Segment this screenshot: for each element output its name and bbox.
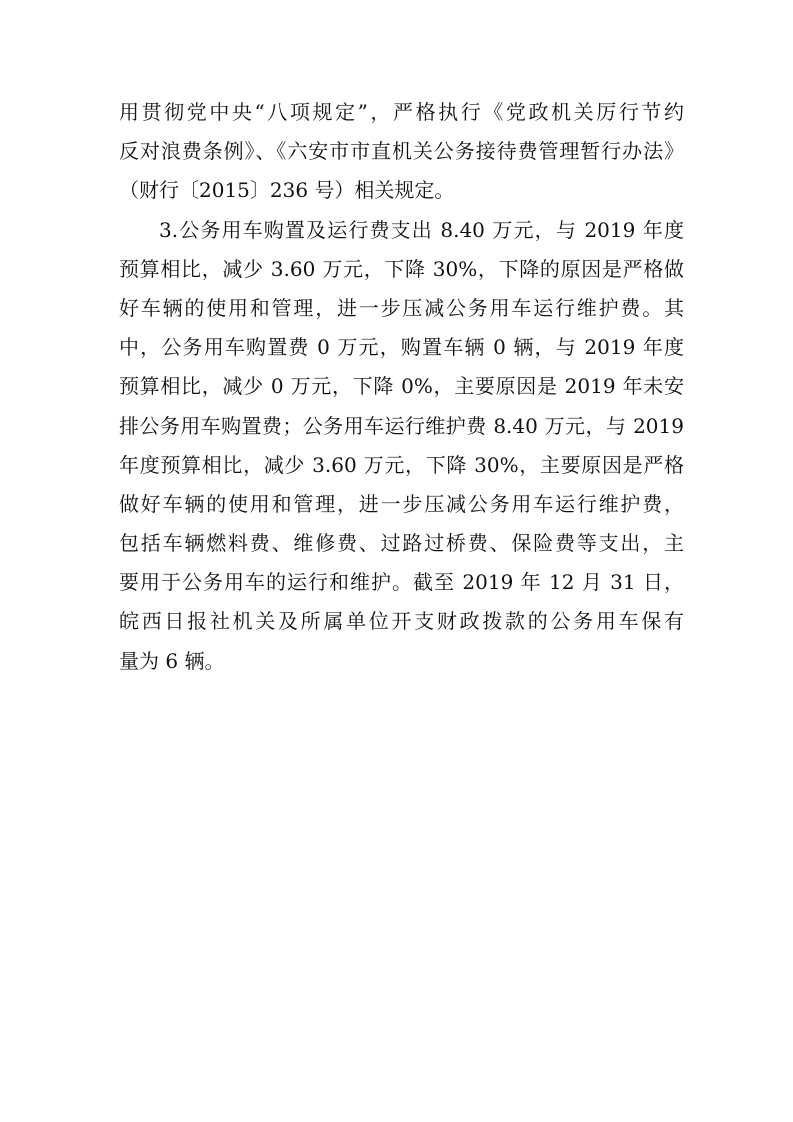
text-line: （财行〔2015〕236 号）相关规定。	[119, 178, 455, 203]
text-line: 用贯彻党中央“八项规定”，严格执行《党政机关厉行节约	[119, 100, 684, 124]
text-line: 中，公务用车购置费 0 万元，购置车辆 0 辆，与 2019 年度	[119, 335, 684, 360]
text-line: 做好车辆的使用和管理，进一步压减公务用车运行维护费，	[119, 491, 684, 516]
text-line: 反对浪费条例》、《六安市市直机关公务接待费管理暂行办法》	[119, 139, 684, 164]
body-text	[119, 93, 684, 681]
text-line: 排公务用车购置费；公务用车运行维护费 8.40 万元，与 2019	[119, 413, 684, 438]
text-line: 量为 6 辆。	[119, 648, 225, 673]
text-line: 预算相比，减少 0 万元，下降 0%，主要原因是 2019 年未安	[119, 374, 684, 399]
text-line: 皖西日报社机关及所属单位开支财政拨款的公务用车保有	[119, 609, 684, 634]
text-line: 好车辆的使用和管理，进一步压减公务用车运行维护费。其	[119, 295, 684, 320]
text-line: 包括车辆燃料费、维修费、过路过桥费、保险费等支出，主	[119, 531, 684, 556]
text-line: 要用于公务用车的运行和维护。截至 2019 年 12 月 31 日，	[119, 570, 684, 595]
paragraph-start-line: 3.公务用车购置及运行费支出 8.40 万元，与 2019 年度	[159, 217, 684, 242]
text-line: 预算相比，减少 3.60 万元，下降 30%，下降的原因是严格做	[119, 256, 684, 281]
text-line: 年度预算相比，减少 3.60 万元，下降 30%，主要原因是严格	[119, 452, 684, 477]
